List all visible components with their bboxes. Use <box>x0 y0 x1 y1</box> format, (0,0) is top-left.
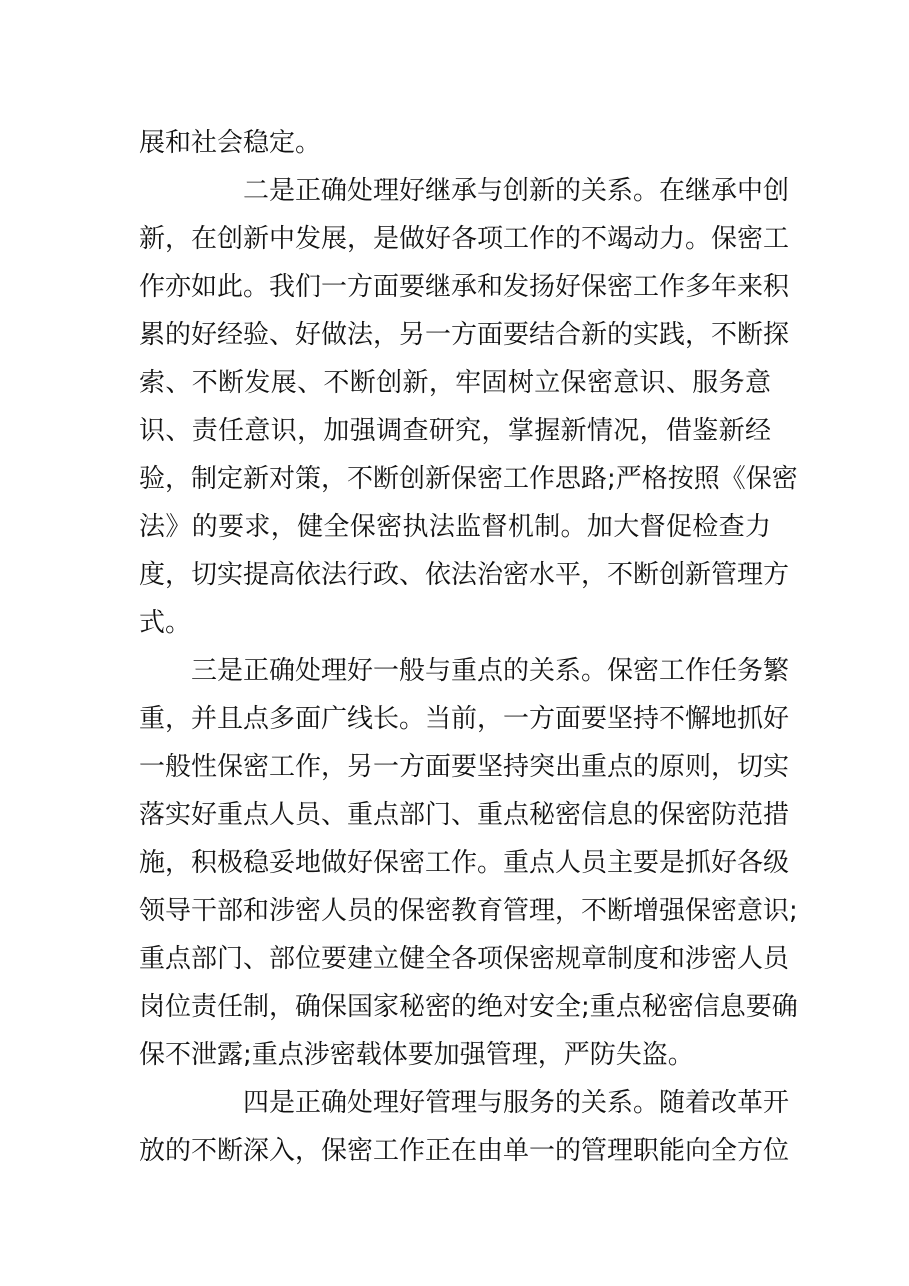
paragraph-line: 四是正确处理好管理与服务的关系。随着改革开 <box>243 1088 790 1118</box>
paragraph-line: 法》的要求，健全保密执法监督机制。加大督促检查力 <box>139 512 771 542</box>
paragraph-line: 展和社会稳定。 <box>139 128 322 158</box>
paragraph-line: 重，并且点多面广线长。当前，一方面要坚持不懈地抓好 <box>139 704 790 734</box>
paragraph-line: 落实好重点人员、重点部门、重点秘密信息的保密防范措 <box>139 800 790 830</box>
paragraph-line: 验，制定新对策，不断创新保密工作思路;严格按照《保密 <box>139 464 798 494</box>
paragraph-line: 式。 <box>139 608 192 638</box>
paragraph-line: 保不泄露;重点涉密载体要加强管理，严防失盗。 <box>139 1040 694 1070</box>
paragraph-line: 放的不断深入，保密工作正在由单一的管理职能向全方位 <box>139 1136 790 1166</box>
paragraph-line: 一般性保密工作，另一方面要坚持突出重点的原则，切实 <box>139 752 790 782</box>
paragraph-line: 度，切实提高依法行政、依法治密水平，不断创新管理方 <box>139 560 790 590</box>
paragraph-line: 新，在创新中发展，是做好各项工作的不竭动力。保密工 <box>139 224 790 254</box>
paragraph-line: 累的好经验、好做法，另一方面要结合新的实践，不断探 <box>139 320 790 350</box>
paragraph-line: 作亦如此。我们一方面要继承和发扬好保密工作多年来积 <box>139 272 790 302</box>
paragraph-line: 岗位责任制，确保国家秘密的绝对安全;重点秘密信息要确 <box>139 992 798 1022</box>
paragraph-line: 索、不断发展、不断创新，牢固树立保密意识、服务意 <box>139 368 771 398</box>
paragraph-line: 识、责任意识，加强调查研究，掌握新情况，借鉴新经 <box>139 416 771 446</box>
paragraph-line: 领导干部和涉密人员的保密教育管理，不断增强保密意识; <box>139 896 798 926</box>
paragraph-line: 二是正确处理好继承与创新的关系。在继承中创 <box>243 176 790 206</box>
paragraph-line: 三是正确处理好一般与重点的关系。保密工作任务繁 <box>191 656 790 686</box>
paragraph-line: 重点部门、部位要建立健全各项保密规章制度和涉密人员 <box>139 944 790 974</box>
paragraph-line: 施，积极稳妥地做好保密工作。重点人员主要是抓好各级 <box>139 848 790 878</box>
